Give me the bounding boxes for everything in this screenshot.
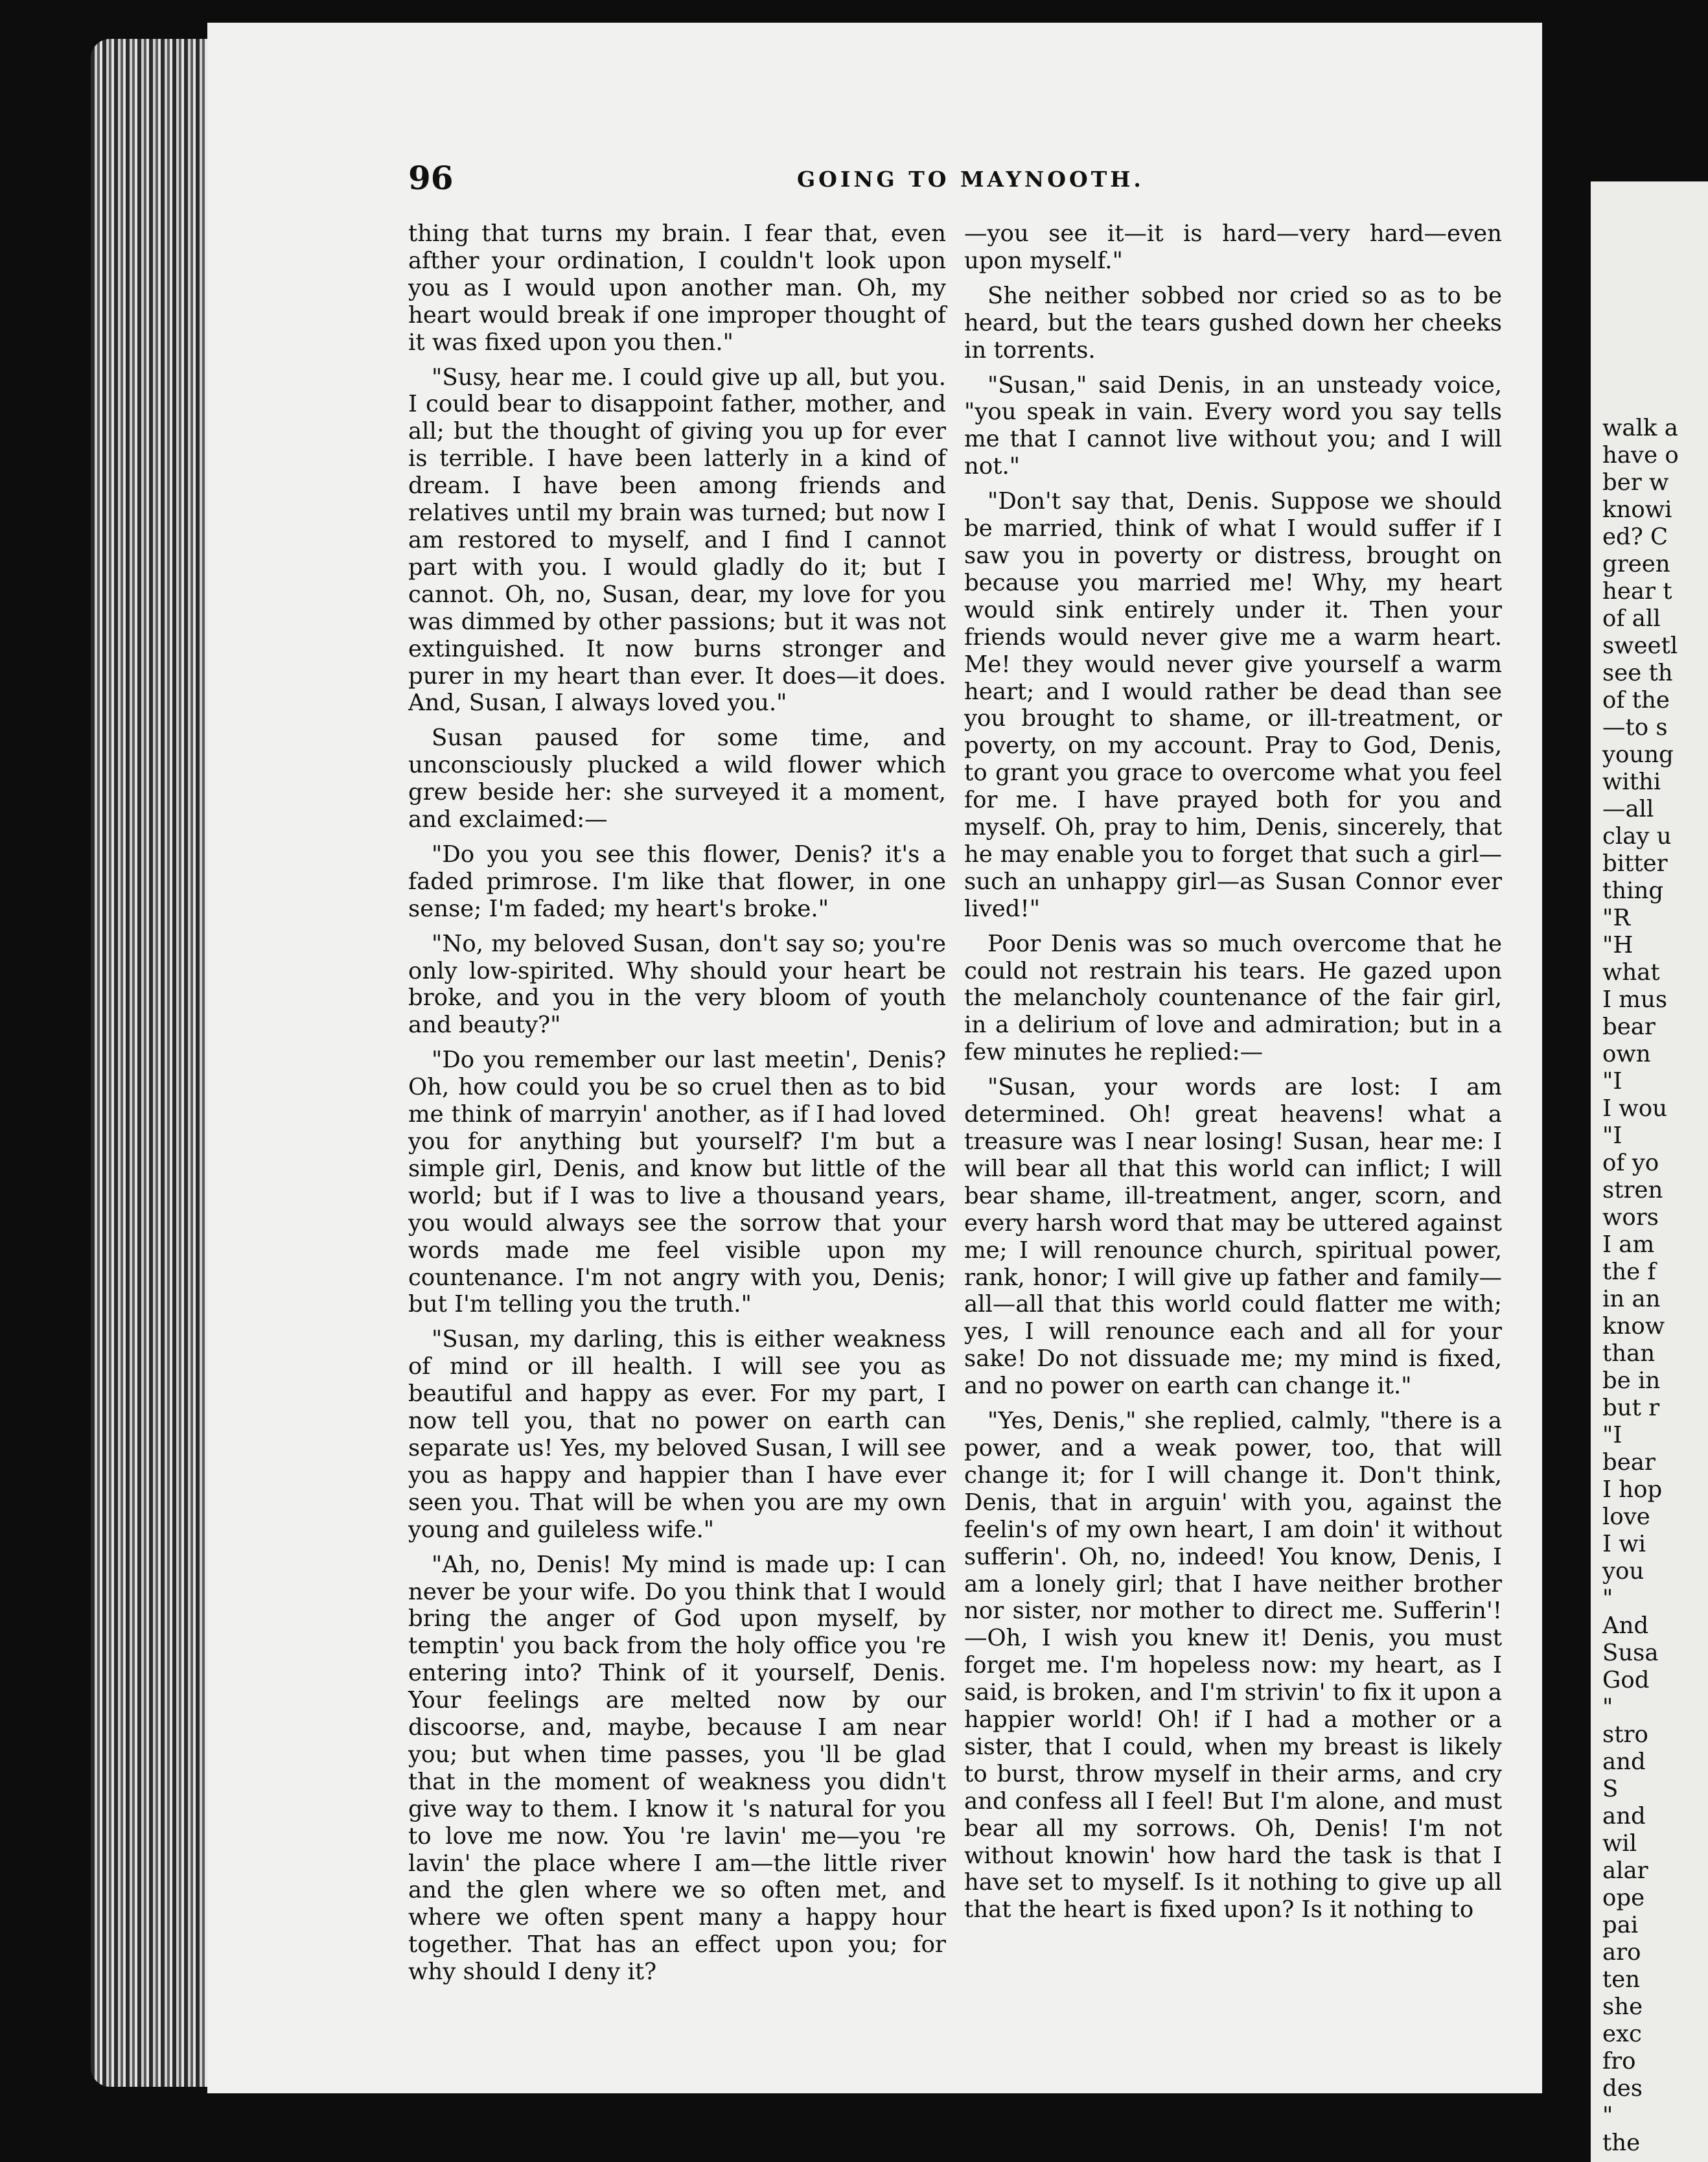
facing-text-fragment: hear t [1602, 578, 1672, 605]
facing-text-fragment: you [1602, 1558, 1645, 1585]
facing-text-fragment: of yo [1602, 1150, 1659, 1176]
text-column-left [408, 220, 946, 1993]
facing-text-fragment: ope [1602, 1885, 1645, 1911]
facing-text-fragment: "I [1602, 1068, 1622, 1095]
facing-text-fragment: knowi [1602, 496, 1672, 523]
page-header [408, 159, 1445, 204]
facing-text-fragment: I wou [1602, 1095, 1667, 1122]
facing-text-fragment: I am [1602, 1231, 1655, 1258]
facing-text-fragment: ten [1602, 1966, 1641, 1993]
page-edges-stack [91, 39, 214, 2087]
facing-text-fragment: wil [1602, 1830, 1637, 1857]
paragraph: "Susan, my darling, this is either weakness of mind or ill health. I will see you as beautiful and happy as ever. For my part, I now tell you, that no power on earth can separate us! Yes, my beloved Susan, I will see you as happy and happier than I have ever seen you. That will be when you are my own young and guileless wife." [408, 1326, 946, 1543]
paragraph: "Don't say that, Denis. Suppose we should be married, think of what I would suffer if I saw you in poverty or distress, brought on because you married me! Why, my heart would sink entirely under it. Then your friends would never give me a warm heart. Me! they would never give yourself a warm heart; and I would rather be dead than see you brought to shame, or ill-treatment, or poverty, on my account. Pray to God, Denis, to grant you grace to overcome what you feel for me. I have prayed both for you and myself. Oh, pray to him, Denis, sincerely, that he may enable you to forget that such a girl—such an unhappy girl—as Susan Connor ever lived!" [964, 488, 1502, 922]
facing-text-fragment: in an [1602, 1286, 1661, 1312]
facing-text-fragment: have o [1602, 442, 1679, 469]
facing-text-fragment: aro [1602, 1939, 1641, 1966]
facing-text-fragment: fro [1602, 2048, 1636, 2075]
facing-text-fragment: the f [1602, 1259, 1656, 1285]
facing-text-fragment: I hop [1602, 1476, 1663, 1503]
facing-text-fragment: what [1602, 959, 1660, 986]
paragraph: "Susan, your words are lost: I am determined. Oh! great heavens! what a treasure was I near losing! Susan, hear me: I will bear all that this world can inflict; I will bear shame, ill-treatment, anger, scorn, and every harsh word that may be uttered against me; I will renounce church, spiritual power, rank, honor; I will give up father and family—all—all that this world could flatter me with; yes, I will renounce each and all for your sake! Do not dissuade me; my mind is fixed, and no power on earth can change it." [964, 1074, 1502, 1400]
facing-text-fragment: green [1602, 551, 1670, 577]
facing-text-fragment: —to s [1602, 714, 1668, 741]
facing-text-fragment: of all [1602, 605, 1661, 632]
paragraph: Poor Denis was so much overcome that he could not restrain his tears. He gazed upon the melancholy countenance of the fair girl, in a delirium of love and admiration; but in a few minutes he replied:— [964, 930, 1502, 1066]
facing-text-fragment: S [1602, 1776, 1619, 1802]
facing-text-fragment: Susa [1602, 1640, 1659, 1666]
facing-text-fragment: the [1602, 2130, 1641, 2156]
facing-text-fragment: stro [1602, 1721, 1648, 1748]
facing-text-fragment: young [1602, 741, 1674, 768]
facing-text-fragment: and [1602, 1803, 1646, 1830]
paragraph: "Susy, hear me. I could give up all, but you. I could bear to disappoint father, mother, and all; but the thought of giving you up for ever is terrible. I have been latterly in a kind of dream. I have been among friends and relatives until my brain was turned; but now I am restored to myself, and I find I cannot part with you. I would gladly do it; but I cannot. Oh, no, Susan, dear, my love for you was dimmed by other passions; but it was not extinguished. It now burns stronger and purer in my heart than ever. It does—it does. And, Susan, I always loved you." [408, 364, 946, 717]
paragraph: —you see it—it is hard—very hard—even upon myself." [964, 220, 1502, 274]
facing-text-fragment: wors [1602, 1204, 1659, 1231]
facing-text-fragment: but r [1602, 1395, 1660, 1421]
paragraph: "No, my beloved Susan, don't say so; you're only low-spirited. Why should your heart be broke, and you in the very bloom of youth and beauty?" [408, 930, 946, 1039]
facing-text-fragment: know [1602, 1313, 1665, 1340]
facing-text-fragment: exc [1602, 2021, 1642, 2047]
facing-page-fragment [1591, 181, 1708, 2162]
paragraph: "Yes, Denis," she replied, calmly, "there is a power, and a weak power, too, that will change it; for I will change it. Don't think, Denis, that in arguin' with you, against the feelin's of my own heart, I am doin' it without sufferin'. Oh, no, indeed! You know, Denis, I am a lonely girl; that I have neither brother nor sister, nor mother to direct me. Sufferin'!—Oh, I wish you knew it! Denis, you must forget me. I'm hopeless now: my heart, as I said, is broken, and I'm strivin' to fix it upon a happier world! Oh! if I had a mother or a sister, that I could, when my breast is likely to burst, throw myself in their arms, and cry and confess all I feel! But I'm alone, and must bear all my sorrows. Oh, Denis! I'm not without knowin' how hard the task is that I have set to myself. Is it nothing to give up all that the heart is fixed upon? Is it nothing to [964, 1408, 1502, 1924]
facing-text-fragment: I wi [1602, 1531, 1646, 1557]
facing-text-fragment: of the [1602, 687, 1670, 714]
facing-text-fragment: walk a [1602, 415, 1678, 441]
facing-text-fragment: ber w [1602, 469, 1669, 496]
facing-text-fragment: "R [1602, 905, 1631, 931]
facing-text-fragment: stren [1602, 1177, 1663, 1203]
facing-text-fragment: " [1602, 2102, 1613, 2129]
facing-text-fragment: God [1602, 1667, 1650, 1693]
page-number: 96 [408, 159, 454, 197]
facing-text-fragment: thing [1602, 878, 1664, 904]
facing-text-fragment: own [1602, 1041, 1651, 1067]
facing-text-fragment: des [1602, 2075, 1643, 2102]
facing-text-fragment: And [1602, 1612, 1649, 1639]
facing-text-fragment: "H [1602, 932, 1633, 959]
facing-text-fragment: clay u [1602, 823, 1672, 850]
facing-text-fragment: bitter [1602, 850, 1668, 877]
paragraph: thing that turns my brain. I fear that, even afther your ordination, I couldn't look upon you as I would upon another man. Oh, my heart would break if one improper thought of it was fixed upon you then." [408, 220, 946, 356]
facing-text-fragment: "I [1602, 1422, 1622, 1448]
facing-text-fragment: than [1602, 1340, 1656, 1367]
facing-text-fragment: sweetl [1602, 633, 1678, 659]
facing-text-fragment: bear [1602, 1014, 1656, 1040]
paragraph: "Susan," said Denis, in an unsteady voice, "you speak in vain. Every word you say tells me that I cannot live without you; and I will not." [964, 371, 1502, 480]
paragraph: "Ah, no, Denis! My mind is made up: I can never be your wife. Do you think that I would bring the anger of God upon myself, by temptin' you back from the holy office you 're entering into? Think of it yourself, Denis. Your feelings are melted now by our discoorse, and, maybe, because I am near you; but when time passes, you 'll be glad that in the moment of weakness you didn't give way to them. I know it 's natural for you to love me now. You 're lavin' me—you 're lavin' the place where I am—the little river and the glen where we so often met, and where we often spent many a happy hour together. That has an effect upon you; for why should I deny it? [408, 1551, 946, 1986]
paragraph: She neither sobbed nor cried so as to be heard, but the tears gushed down her cheeks in torrents. [964, 282, 1502, 364]
facing-text-fragment: she [1602, 1993, 1643, 2020]
text-column-right [964, 220, 1502, 1931]
facing-text-fragment: " [1602, 1585, 1613, 1612]
facing-text-fragment: ed? C [1602, 524, 1668, 550]
facing-text-fragment: be in [1602, 1367, 1661, 1394]
paragraph: Susan paused for some time, and unconsciously plucked a wild flower which grew beside her: she surveyed it a moment, and exclaimed:— [408, 725, 946, 833]
facing-text-fragment: I mus [1602, 986, 1668, 1013]
facing-text-fragment: —all [1602, 796, 1654, 822]
facing-text-fragment: and [1602, 1749, 1646, 1775]
facing-text-fragment: pai [1602, 1912, 1639, 1938]
paragraph: "Do you remember our last meetin', Denis? Oh, how could you be so cruel then as to bid me think of marryin' another, as if I had loved you for anything but yourself? I'm but a simple girl, Denis, and know but little of the world; but if I was to live a thousand years, you would always see the sorrow that your words made me feel visible upon my countenance. I'm not angry with you, Denis; but I'm telling you the truth." [408, 1047, 946, 1318]
facing-text-fragment: bear [1602, 1449, 1656, 1476]
facing-text-fragment: "I [1602, 1122, 1622, 1149]
facing-text-fragment: see th [1602, 660, 1673, 686]
facing-text-fragment: " [1602, 1694, 1613, 1721]
facing-text-fragment: alar [1602, 1857, 1648, 1884]
running-head: GOING TO MAYNOOTH. [797, 167, 1144, 192]
facing-text-fragment: withi [1602, 769, 1661, 795]
facing-text-fragment: love [1602, 1504, 1650, 1530]
paragraph: "Do you you see this flower, Denis? it's a faded primrose. I'm like that flower, in one sense; I'm faded; my heart's broke." [408, 841, 946, 922]
